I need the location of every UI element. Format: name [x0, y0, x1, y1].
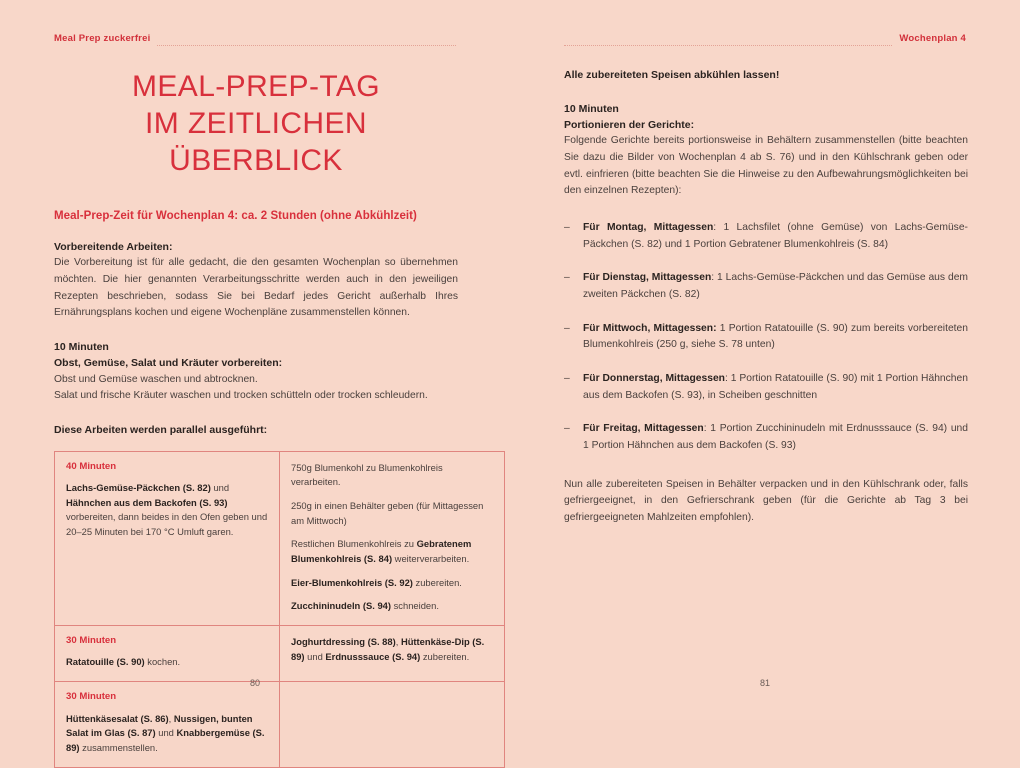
- list-item: [564, 371, 968, 404]
- page-left: [0, 0, 510, 753]
- table-cell-heading: 40 Minuten: [66, 460, 117, 472]
- cell-text-run-5: zubereiten.: [420, 650, 470, 662]
- heading-10-minuten-right: 10 Minuten: [564, 102, 619, 115]
- cell-text-run-0: Joghurtdressing (S. 88): [291, 635, 396, 647]
- meal-prep-time-subtitle: Meal-Prep-Zeit für Wochenplan 4: ca. 2 Stunden (ohne Abkühlzeit): [54, 209, 417, 222]
- cell-text-run-1: schneiden.: [391, 600, 439, 612]
- cell-text-run-0: Hüttenkäsesalat (S. 86): [66, 712, 169, 724]
- heading-vorbereitende-arbeiten: Vorbereitende Arbeiten:: [54, 240, 173, 253]
- list-item-text-run-1: : 1 Portion Zucchininudeln mit Erdnusssauce (S. 94) und 1 Portion Hähnchen aus dem Backofen (S. 93): [583, 423, 968, 451]
- cell-text-run-1: ,: [168, 712, 174, 724]
- table-row: [55, 451, 505, 625]
- list-dash-marker: –: [564, 322, 570, 334]
- cell-text-run-0: 750g Blumenkohl zu Blumenkohlreis verarbeiten.: [291, 461, 443, 488]
- cell-text-run-2: Hüttenkäse-Dip (S. 89): [291, 635, 485, 662]
- table-cell-paragraph: [291, 499, 493, 528]
- cell-text-run-0: Restlichen Blumenkohlreis zu: [291, 538, 417, 550]
- running-head-left: [54, 28, 456, 46]
- table-cell-heading: 30 Minuten: [66, 634, 117, 646]
- heading-abkuehlen-lassen: Alle zubereiteten Speisen abkühlen lassen!: [564, 69, 780, 81]
- text-vorbereitende-arbeiten: Die Vorbereitung ist für alle gedacht, die den gesamten Wochenplan so übernehmen möchten. Die hier genannten Verarbeitungsschritte werden auch in den jeweiligen Rezepten beschrieben, sodass Sie bei Bedarf jedes Gericht außerhalb Ihres Ernährungsplans kochen und eigene Wochenpläne zusammenstellen können.: [54, 257, 458, 319]
- heading-10-minuten-left: 10 Minuten: [54, 341, 109, 353]
- text-obst-gemuese-line2: Salat und frische Kräuter waschen und trocken schütteln oder trocken schleudern.: [54, 390, 428, 402]
- table-cell-right: [280, 682, 505, 768]
- folio-left: 80: [249, 678, 260, 688]
- list-item-text-run-0: Für Dienstag, Mittagessen: [583, 272, 712, 284]
- list-item: [564, 321, 968, 354]
- page-right: [510, 0, 1020, 720]
- table-cell-right: [280, 625, 505, 681]
- text-portionieren-intro: Folgende Gerichte bereits portionsweise in Behältern zusammenstellen (bitte beachten Sie dazu die Bilder von Wochenplan 4 ab S. 76) und in den Kühlschrank geben oder evtl. einfrieren (bitte beachten Sie die Hinweise zu den Aufbewahrungsmöglichkeiten bei den einzelnen Rezepten):: [564, 135, 968, 197]
- list-item-text-run-0: Für Freitag, Mittagessen: [583, 423, 704, 435]
- meal-prep-schedule-table: [54, 451, 505, 768]
- cell-text-run-3: vorbereiten, dann beides in den Ofen geben und 20–25 Minuten bei 170 °C Umluft garen.: [66, 511, 268, 538]
- cell-text-run-3: und: [304, 650, 326, 662]
- table-cell-left: [55, 451, 280, 625]
- mittagessen-list: [564, 220, 968, 455]
- heading-portionieren: Portionieren der Gerichte:: [564, 118, 695, 131]
- text-closing-note: Nun alle zubereiteten Speisen in Behälter verpacken und in den Kühlschrank oder, falls gefriergeeignet, in den Gefrierschrank geben (für die Gerichte ab Tag 3 bei gefriergeeigneten Mahlzeiten empfohlen).: [564, 478, 968, 523]
- list-dash-marker: –: [564, 272, 570, 284]
- running-head-right-text: Wochenplan 4: [893, 34, 966, 47]
- cell-text-run-4: Knabbergemüse (S. 89): [66, 727, 265, 753]
- running-head-right: [564, 28, 966, 46]
- table-cell-paragraph: [291, 537, 493, 566]
- cell-text-run-2: Hähnchen aus dem Backofen (S. 93): [66, 496, 228, 508]
- list-dash-marker: –: [564, 221, 570, 233]
- cell-text-run-0: Lachs-Gemüse-Päckchen (S. 82): [66, 482, 211, 494]
- folio-right: 81: [759, 678, 770, 688]
- list-item: [564, 220, 968, 253]
- left-page-content: [54, 68, 485, 768]
- table-row: [55, 625, 505, 681]
- heading-obst-gemuese: Obst, Gemüse, Salat und Kräuter vorbereiten:: [54, 356, 283, 369]
- page-title-line1: MEAL-PREP-TAG: [131, 70, 380, 103]
- list-item-text-run-0: Für Montag, Mittagessen: [583, 221, 714, 233]
- table-cell-paragraph: [291, 599, 493, 614]
- table-cell-paragraph: [291, 461, 493, 490]
- cell-text-run-1: kochen.: [144, 656, 181, 668]
- list-item: [564, 270, 968, 303]
- table-cell-paragraph: [291, 635, 493, 664]
- list-item-text-run-0: Für Mittwoch, Mittagessen:: [583, 322, 717, 334]
- table-cell-left: [55, 625, 280, 681]
- cell-text-run-2: Nussigen, bunten Salat im Glas (S. 87): [66, 712, 253, 739]
- cell-text-run-0: Zucchininudeln (S. 94): [291, 600, 392, 612]
- heading-parallel-arbeiten: Diese Arbeiten werden parallel ausgeführt:: [54, 423, 268, 436]
- cell-text-run-0: Ratatouille (S. 90): [66, 656, 145, 668]
- table-cell-paragraph: [66, 481, 268, 540]
- table-cell-heading: 30 Minuten: [66, 691, 117, 703]
- cell-text-run-1: Gebratenem Blumenkohlreis (S. 84): [291, 538, 472, 564]
- table-row: [55, 682, 505, 768]
- running-head-left-text: Meal Prep zuckerfrei: [54, 34, 156, 47]
- table-cell-paragraph: [66, 655, 268, 670]
- cell-text-run-1: zubereiten.: [412, 576, 462, 588]
- table-cell-left: [55, 682, 280, 768]
- cell-text-run-1: und: [210, 482, 230, 494]
- list-dash-marker: –: [564, 372, 570, 384]
- cell-text-run-1: ,: [395, 635, 401, 647]
- list-dash-marker: –: [564, 423, 570, 435]
- list-item-text-run-1: : 1 Portion Ratatouille (S. 90) mit 1 Portion Hähnchen aus dem Backofen (S. 93), in Scheiben geschnitten: [583, 372, 968, 401]
- list-item: [564, 421, 968, 454]
- list-item-text-run-1: : 1 Lachsfilet (ohne Gemüse) von Lachs-Gemüse-Päckchen (S. 82) und 1 Portion Gebratener Blumenkohlreis (S. 84): [583, 221, 968, 250]
- cell-text-run-2: weiterverarbeiten.: [392, 552, 470, 564]
- page-title: [54, 68, 458, 180]
- table-cell-paragraph: [66, 712, 268, 756]
- cell-text-run-3: und: [155, 727, 177, 739]
- list-item-text-run-0: Für Donnerstag, Mittagessen: [583, 372, 725, 384]
- cell-text-run-0: Eier-Blumenkohlreis (S. 92): [291, 576, 413, 588]
- text-obst-gemuese-line1: Obst und Gemüse waschen und abtrocknen.: [54, 373, 258, 385]
- list-item-text-run-1: 1 Portion Ratatouille (S. 90) zum bereits vorbereiteten Blumenkohlreis (250 g, siehe S. 78 unten): [583, 322, 968, 351]
- list-item-text-run-1: : 1 Lachs-Gemüse-Päckchen und das Gemüse aus dem zweiten Päckchen (S. 82): [583, 272, 968, 300]
- cell-text-run-5: zusammenstellen.: [79, 741, 158, 753]
- cell-text-run-0: 250g in einen Behälter geben (für Mittagessen am Mittwoch): [291, 499, 484, 526]
- cell-text-run-4: Erdnusssauce (S. 94): [325, 650, 421, 662]
- right-page-content: [564, 68, 968, 527]
- page-title-line2: IM ZEITLICHEN ÜBERBLICK: [145, 107, 367, 178]
- table-cell-paragraph: [291, 576, 493, 591]
- table-cell-right: [280, 451, 505, 625]
